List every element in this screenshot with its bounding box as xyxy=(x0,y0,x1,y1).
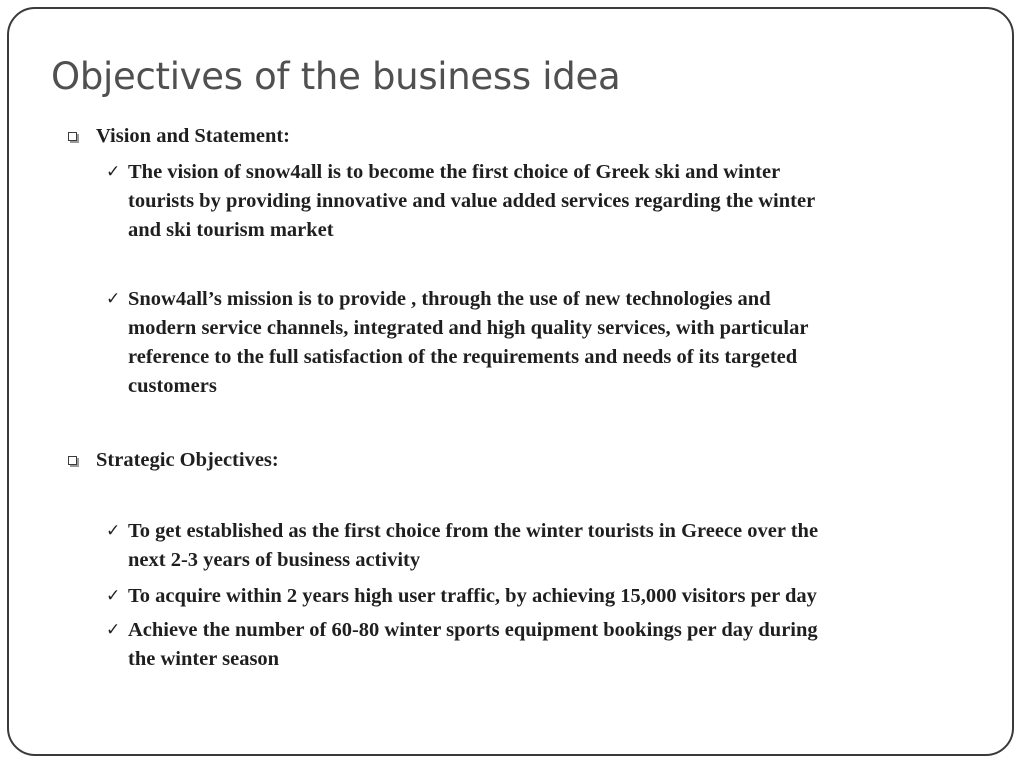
checkmark-icon: ✓ xyxy=(106,586,121,606)
list-item-line: tourists by providing innovative and value added services regarding the winter xyxy=(128,190,816,212)
list-item-line: reference to the full satisfaction of the requirements and needs of its targeted xyxy=(128,346,798,368)
checkmark-icon: ✓ xyxy=(106,620,121,640)
list-item-line: and ski tourism market xyxy=(128,219,334,241)
checkmark-icon: ✓ xyxy=(106,162,121,182)
checkmark-icon: ✓ xyxy=(106,289,121,309)
checkmark-icon: ✓ xyxy=(106,521,121,541)
section-heading-vision: Vision and Statement: xyxy=(96,125,290,147)
list-item-line: To get established as the first choice from the winter tourists in Greece over the xyxy=(128,520,819,542)
list-item-line: The vision of snow4all is to become the first choice of Greek ski and winter xyxy=(128,161,781,183)
list-item-line: Achieve the number of 60-80 winter sports equipment bookings per day during xyxy=(128,619,818,641)
slide-title: Objectives of the business idea xyxy=(51,55,621,98)
square-bullet-icon xyxy=(68,132,77,141)
square-bullet-icon xyxy=(68,456,77,465)
list-item-line: To acquire within 2 years high user traffic, by achieving 15,000 visitors per day xyxy=(128,585,817,607)
list-item-line: customers xyxy=(128,375,217,397)
list-item-line: next 2-3 years of business activity xyxy=(128,549,421,571)
list-item-line: modern service channels, integrated and high quality services, with particular xyxy=(128,317,809,339)
list-item-line: Snow4all’s mission is to provide , through the use of new technologies and xyxy=(128,288,771,310)
list-item-line: the winter season xyxy=(128,648,280,670)
section-heading-strategic: Strategic Objectives: xyxy=(96,449,279,471)
